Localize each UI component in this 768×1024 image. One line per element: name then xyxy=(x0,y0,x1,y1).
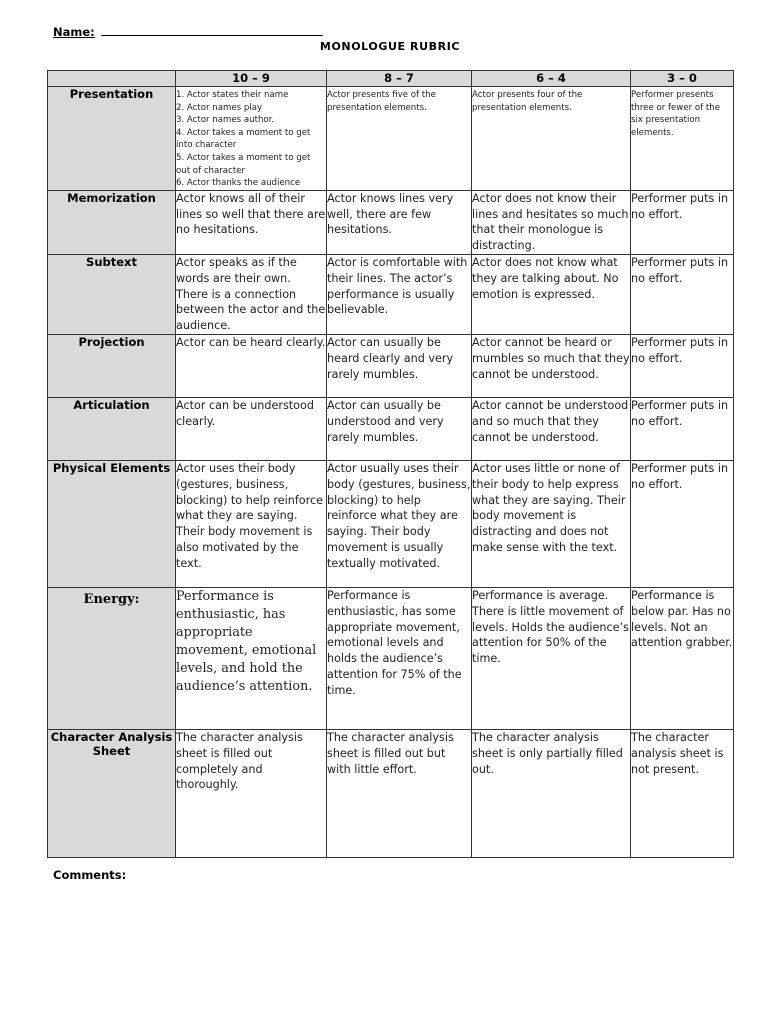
table-row xyxy=(48,254,734,334)
list-item: 4. Actor takes a moment to get into character xyxy=(176,127,311,151)
header-row xyxy=(48,71,734,87)
criterion-label: Physical Elements xyxy=(48,460,176,587)
rubric-cell: Performer puts in no effort. xyxy=(631,190,734,254)
name-label: Name: xyxy=(53,25,95,39)
list-item: 3. Actor names author. xyxy=(176,115,275,126)
criterion-label: Memorization xyxy=(48,190,176,254)
criterion-label: Subtext xyxy=(48,254,176,334)
comments-label: Comments: xyxy=(53,868,127,882)
rubric-table xyxy=(47,70,734,858)
rubric-cell: Actor knows all of their lines so well that there are no hesitations. xyxy=(176,190,327,254)
column-header: 6 – 4 xyxy=(472,71,631,87)
rubric-cell: Performer presents three or fewer of the six presentation elements. xyxy=(631,87,734,191)
rubric-cell: Performer puts in no effort. xyxy=(631,334,734,397)
rubric-cell: The character analysis sheet is filled out completely and thoroughly. xyxy=(176,729,327,857)
rubric-cell: The character analysis sheet is filled out but with little effort. xyxy=(327,729,472,857)
list-item: 6. Actor thanks the audience xyxy=(176,178,301,189)
rubric-cell: Actor cannot be heard or mumbles so much that they cannot be understood. xyxy=(472,334,631,397)
rubric-cell: Actor speaks as if the words are their own. There is a connection between the actor and the audience. xyxy=(176,254,327,334)
rubric-cell: Actor cannot be understood and so much that they cannot be understood. xyxy=(472,397,631,460)
rubric-cell: The character analysis sheet is only partially filled out. xyxy=(472,729,631,857)
rubric-cell: Actor can usually be heard clearly and very rarely mumbles. xyxy=(327,334,472,397)
rubric-cell: Actor can be understood clearly. xyxy=(176,397,327,460)
criterion-label: Energy: xyxy=(48,587,176,729)
table-row xyxy=(48,587,734,729)
rubric-cell: Performance is below par. Has no levels. Not an attention grabber. xyxy=(631,587,734,729)
rubric-cell: The character analysis sheet is not present. xyxy=(631,729,734,857)
rubric-cell: Performance is enthusiastic, has appropriate movement, emotional levels, and hold the audience’s attention. xyxy=(176,587,327,729)
criterion-label: Presentation xyxy=(48,87,176,191)
column-header: 3 – 0 xyxy=(631,71,734,87)
table-row xyxy=(48,334,734,397)
column-header: 8 – 7 xyxy=(327,71,472,87)
table-row xyxy=(48,190,734,254)
table-row xyxy=(48,729,734,857)
page-title: MONOLOGUE RUBRIC xyxy=(319,40,461,53)
rubric-cell: Performer puts in no effort. xyxy=(631,460,734,587)
table-row xyxy=(48,87,734,191)
rubric-cell: Actor knows lines very well, there are few hesitations. xyxy=(327,190,472,254)
list-item: 2. Actor names play xyxy=(176,102,263,113)
rubric-cell: Actor uses little or none of their body to help express what they are saying. Their body movement is distracting and does not make sense with the text. xyxy=(472,460,631,587)
header-corner xyxy=(48,71,176,87)
criterion-label: Projection xyxy=(48,334,176,397)
rubric-cell: Actor can be heard clearly. xyxy=(176,334,327,397)
rubric-cell: Actor does not know their lines and hesitates so much that their monologue is distracting. xyxy=(472,190,631,254)
rubric-cell: Performance is enthusiastic, has some appropriate movement, emotional levels and holds the audience’s attention for 75% of the time. xyxy=(327,587,472,729)
name-blank-line[interactable] xyxy=(101,24,323,36)
column-header: 10 – 9 xyxy=(176,71,327,87)
rubric-cell: Actor uses their body (gestures, business, blocking) to help reinforce what they are saying. Their body movement is also motivated by the text. xyxy=(176,460,327,587)
rubric-cell xyxy=(176,87,327,191)
rubric-cell: Actor presents four of the presentation elements. xyxy=(472,87,631,191)
rubric-cell: Performance is average. There is little movement of levels. Holds the audience’s attention for 50% of the time. xyxy=(472,587,631,729)
table-row xyxy=(48,460,734,587)
rubric-cell: Actor presents five of the presentation elements. xyxy=(327,87,472,191)
criterion-label: Character Analysis Sheet xyxy=(48,729,176,857)
table-row xyxy=(48,397,734,460)
name-field[interactable] xyxy=(53,24,323,39)
rubric-cell: Performer puts in no effort. xyxy=(631,254,734,334)
rubric-cell: Actor can usually be understood and very rarely mumbles. xyxy=(327,397,472,460)
rubric-cell: Performer puts in no effort. xyxy=(631,397,734,460)
rubric-cell: Actor does not know what they are talking about. No emotion is expressed. xyxy=(472,254,631,334)
presentation-elements-list xyxy=(176,89,326,190)
list-item: 1. Actor states their name xyxy=(176,90,289,100)
rubric-cell: Actor usually uses their body (gestures, business, blocking) to help reinforce what they are saying. Their body movement is usually textually motivated. xyxy=(327,460,472,587)
list-item: 5. Actor takes a moment to get out of character xyxy=(176,152,311,176)
rubric-cell: Actor is comfortable with their lines. The actor’s performance is usually believable. xyxy=(327,254,472,334)
criterion-label: Articulation xyxy=(48,397,176,460)
